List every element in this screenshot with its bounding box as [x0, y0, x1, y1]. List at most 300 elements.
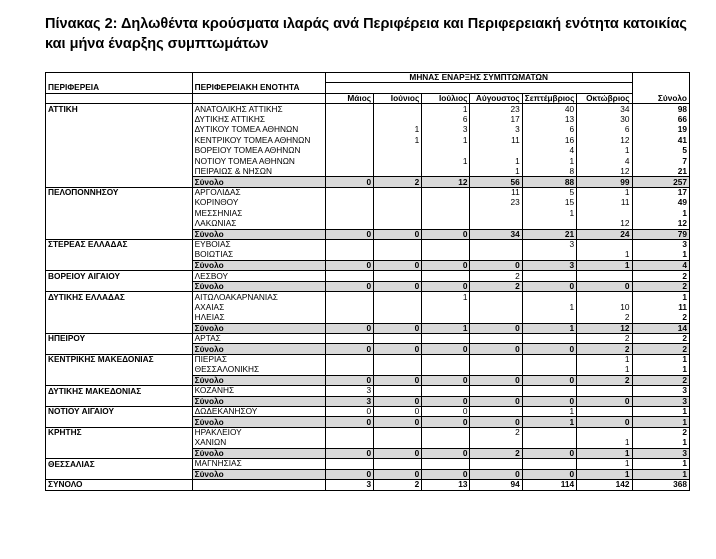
month-value-cell: 0 — [374, 281, 422, 291]
month-value-cell — [325, 365, 373, 375]
month-value-cell — [374, 427, 422, 437]
month-value-cell: 1 — [577, 260, 632, 270]
month-value-cell: 0 — [325, 417, 373, 427]
unit-cell: Σύνολο — [192, 177, 325, 187]
month-value-cell: 17 — [470, 114, 522, 124]
month-value-cell — [325, 187, 373, 197]
month-value-cell: 21 — [522, 229, 576, 239]
unit-cell: ΗΡΑΚΛΕΙΟΥ — [192, 427, 325, 437]
month-value-cell: 0 — [374, 417, 422, 427]
total-cell: 1 — [632, 417, 689, 427]
month-value-cell — [470, 302, 522, 312]
month-value-cell — [470, 219, 522, 229]
month-value-cell — [325, 146, 373, 156]
unit-cell: Σύνολο — [192, 344, 325, 354]
month-value-cell — [522, 292, 576, 302]
unit-cell: ΠΙΕΡΙΑΣ — [192, 354, 325, 364]
month-value-cell: 0 — [325, 177, 373, 187]
month-value-cell: 6 — [577, 125, 632, 135]
month-header: Ιούνιος — [374, 93, 422, 103]
month-value-cell: 1 — [522, 323, 576, 333]
total-cell: 3 — [632, 448, 689, 458]
month-value-cell: 1 — [422, 135, 470, 145]
region-cell — [46, 146, 193, 156]
month-value-cell: 2 — [374, 177, 422, 187]
month-value-cell: 13 — [522, 114, 576, 124]
month-value-cell: 3 — [522, 240, 576, 250]
month-value-cell: 0 — [522, 469, 576, 479]
month-value-cell: 0 — [577, 417, 632, 427]
month-value-cell: 1 — [422, 156, 470, 166]
unit-cell: ΑΝΑΤΟΛΙΚΗΣ ΑΤΤΙΚΗΣ — [192, 104, 325, 114]
month-value-cell: 0 — [325, 260, 373, 270]
unit-cell: Σύνολο — [192, 375, 325, 385]
month-value-cell — [470, 146, 522, 156]
month-value-cell — [374, 208, 422, 218]
month-value-cell: 0 — [522, 375, 576, 385]
month-value-cell: 1 — [577, 438, 632, 448]
month-value-cell: 0 — [422, 469, 470, 479]
region-cell — [46, 375, 193, 385]
cases-table — [45, 72, 690, 491]
unit-cell: ΒΟΡΕΙΟΥ ΤΟΜΕΑ ΑΘΗΝΩΝ — [192, 146, 325, 156]
region-cell — [46, 313, 193, 323]
total-cell: 2 — [632, 281, 689, 291]
unit-cell: Σύνολο — [192, 396, 325, 406]
month-value-cell — [422, 386, 470, 396]
month-value-cell: 4 — [522, 146, 576, 156]
month-value-cell — [522, 250, 576, 260]
month-value-cell — [422, 271, 470, 281]
month-value-cell: 2 — [577, 333, 632, 343]
unit-cell: ΔΥΤΙΚΗΣ ΑΤΤΙΚΗΣ — [192, 114, 325, 124]
month-value-cell — [374, 156, 422, 166]
month-value-cell: 1 — [374, 125, 422, 135]
month-value-cell: 2 — [470, 281, 522, 291]
month-value-cell — [325, 208, 373, 218]
month-value-cell: 3 — [325, 396, 373, 406]
month-value-cell — [325, 250, 373, 260]
month-value-cell — [522, 427, 576, 437]
month-value-cell — [522, 386, 576, 396]
month-value-cell: 2 — [577, 344, 632, 354]
month-value-cell: 12 — [577, 219, 632, 229]
month-value-cell — [325, 313, 373, 323]
subtotal-row — [46, 344, 690, 354]
month-value-cell — [522, 313, 576, 323]
total-cell: 3 — [632, 396, 689, 406]
month-value-cell — [470, 333, 522, 343]
month-value-cell — [325, 198, 373, 208]
month-value-cell — [522, 333, 576, 343]
month-value-cell — [325, 333, 373, 343]
month-value-cell: 0 — [470, 396, 522, 406]
month-value-cell: 0 — [325, 229, 373, 239]
month-value-cell — [470, 313, 522, 323]
month-value-cell — [325, 135, 373, 145]
month-value-cell: 56 — [470, 177, 522, 187]
grand-total-month: 2 — [374, 480, 422, 490]
total-cell: 1 — [632, 292, 689, 302]
month-value-cell: 0 — [374, 229, 422, 239]
total-cell: 2 — [632, 271, 689, 281]
month-value-cell — [374, 166, 422, 176]
month-value-cell: 99 — [577, 177, 632, 187]
region-cell — [46, 469, 193, 479]
month-value-cell — [470, 459, 522, 469]
subtotal-row — [46, 448, 690, 458]
month-value-cell: 16 — [522, 135, 576, 145]
region-cell — [46, 198, 193, 208]
month-value-cell: 2 — [470, 427, 522, 437]
region-header: ΠΕΡΙΦΕΡΕΙΑ — [46, 83, 193, 93]
unit-cell: ΜΕΣΣΗΝΙΑΣ — [192, 208, 325, 218]
month-value-cell: 1 — [522, 208, 576, 218]
month-header: Σεπτέμβριος — [522, 93, 576, 103]
month-value-cell — [470, 407, 522, 417]
month-value-cell: 1 — [422, 323, 470, 333]
unit-cell: Σύνολο — [192, 229, 325, 239]
subtotal-row — [46, 417, 690, 427]
table-row — [46, 156, 690, 166]
total-cell: 3 — [632, 240, 689, 250]
month-value-cell: 0 — [422, 375, 470, 385]
region-cell: ΚΡΗΤΗΣ — [46, 427, 193, 437]
total-cell: 1 — [632, 469, 689, 479]
month-value-cell: 2 — [577, 313, 632, 323]
month-value-cell — [422, 208, 470, 218]
month-header: Οκτώβριος — [577, 93, 632, 103]
month-value-cell: 12 — [577, 135, 632, 145]
total-cell: 98 — [632, 104, 689, 114]
month-value-cell: 2 — [470, 448, 522, 458]
month-header: Μάιος — [325, 93, 373, 103]
month-value-cell: 1 — [522, 417, 576, 427]
month-value-cell: 88 — [522, 177, 576, 187]
month-value-cell — [374, 219, 422, 229]
month-value-cell: 11 — [470, 187, 522, 197]
subtotal-row — [46, 375, 690, 385]
month-value-cell: 1 — [374, 135, 422, 145]
region-cell — [46, 365, 193, 375]
page-title: Πίνακας 2: Δηλωθέντα κρούσματα ιλαράς ανά Περιφέρεια και Περιφερειακή ενότητα κατοικίας και μήνα έναρξης συμπτωμάτων — [45, 16, 687, 52]
grand-total-month: 3 — [325, 480, 373, 490]
region-cell — [46, 302, 193, 312]
month-value-cell — [422, 219, 470, 229]
month-value-cell: 11 — [470, 135, 522, 145]
month-value-cell — [470, 386, 522, 396]
region-cell — [46, 135, 193, 145]
header-row-months — [46, 93, 690, 103]
month-value-cell — [577, 407, 632, 417]
table-row — [46, 313, 690, 323]
region-cell — [46, 177, 193, 187]
subtotal-row — [46, 281, 690, 291]
month-value-cell — [325, 166, 373, 176]
region-cell — [46, 448, 193, 458]
total-cell: 19 — [632, 125, 689, 135]
month-value-cell: 0 — [470, 323, 522, 333]
month-value-cell: 2 — [470, 271, 522, 281]
unit-header: ΠΕΡΙΦΕΡΕΙΑΚΗ ΕΝΟΤΗΤΑ — [192, 83, 325, 93]
month-value-cell: 1 — [577, 448, 632, 458]
month-value-cell — [374, 114, 422, 124]
month-value-cell — [325, 302, 373, 312]
region-cell: ΗΠΕΙΡΟΥ — [46, 333, 193, 343]
total-cell: 7 — [632, 156, 689, 166]
table-row — [46, 135, 690, 145]
month-value-cell — [422, 313, 470, 323]
table-row — [46, 219, 690, 229]
total-cell: 21 — [632, 166, 689, 176]
table-row — [46, 386, 690, 396]
total-cell: 2 — [632, 375, 689, 385]
unit-cell: ΚΕΝΤΡΙΚΟΥ ΤΟΜΕΑ ΑΘΗΝΩΝ — [192, 135, 325, 145]
month-value-cell: 34 — [470, 229, 522, 239]
table-row — [46, 208, 690, 218]
unit-cell: Σύνολο — [192, 281, 325, 291]
month-value-cell: 0 — [325, 448, 373, 458]
month-value-cell — [470, 365, 522, 375]
month-value-cell — [325, 354, 373, 364]
total-cell: 2 — [632, 427, 689, 437]
month-value-cell — [325, 438, 373, 448]
month-value-cell — [325, 240, 373, 250]
month-value-cell: 1 — [470, 156, 522, 166]
month-value-cell: 3 — [470, 125, 522, 135]
month-value-cell: 0 — [470, 375, 522, 385]
month-value-cell — [374, 365, 422, 375]
table-row — [46, 114, 690, 124]
month-value-cell — [577, 427, 632, 437]
month-value-cell: 0 — [325, 469, 373, 479]
unit-cell: ΒΟΙΩΤΙΑΣ — [192, 250, 325, 260]
table-row — [46, 146, 690, 156]
grand-total-month: 13 — [422, 480, 470, 490]
region-cell: ΣΤΕΡΕΑΣ ΕΛΛΑΔΑΣ — [46, 240, 193, 250]
month-value-cell — [325, 427, 373, 437]
month-value-cell — [325, 459, 373, 469]
month-value-cell — [374, 104, 422, 114]
month-value-cell: 1 — [577, 250, 632, 260]
total-cell: 1 — [632, 438, 689, 448]
month-value-cell: 1 — [577, 469, 632, 479]
month-value-cell — [577, 386, 632, 396]
month-value-cell — [422, 427, 470, 437]
month-value-cell: 4 — [577, 156, 632, 166]
table-row — [46, 187, 690, 197]
month-value-cell: 12 — [577, 323, 632, 333]
month-value-cell: 0 — [577, 396, 632, 406]
header-row-labels — [46, 83, 690, 93]
total-cell: 66 — [632, 114, 689, 124]
region-cell — [46, 229, 193, 239]
table-row — [46, 333, 690, 343]
total-cell: 79 — [632, 229, 689, 239]
subtotal-row — [46, 323, 690, 333]
month-value-cell — [374, 313, 422, 323]
region-cell — [46, 396, 193, 406]
total-header: Σύνολο — [632, 93, 689, 103]
region-cell: ΑΤΤΙΚΗ — [46, 104, 193, 114]
month-value-cell — [422, 250, 470, 260]
table-row — [46, 166, 690, 176]
month-value-cell — [470, 208, 522, 218]
table-row — [46, 240, 690, 250]
month-value-cell — [470, 250, 522, 260]
month-value-cell — [374, 302, 422, 312]
region-cell — [46, 250, 193, 260]
month-value-cell: 15 — [522, 198, 576, 208]
month-value-cell: 24 — [577, 229, 632, 239]
month-value-cell: 6 — [422, 114, 470, 124]
month-value-cell: 12 — [577, 166, 632, 176]
table-row — [46, 302, 690, 312]
total-cell: 1 — [632, 459, 689, 469]
total-cell: 11 — [632, 302, 689, 312]
region-cell — [46, 166, 193, 176]
month-value-cell — [577, 271, 632, 281]
month-value-cell: 23 — [470, 104, 522, 114]
table-row — [46, 354, 690, 364]
month-value-cell: 0 — [325, 323, 373, 333]
unit-cell: Σύνολο — [192, 260, 325, 270]
month-value-cell: 0 — [522, 281, 576, 291]
total-cell: 41 — [632, 135, 689, 145]
total-cell: 12 — [632, 219, 689, 229]
month-value-cell: 1 — [577, 354, 632, 364]
month-value-cell: 1 — [577, 365, 632, 375]
table-row — [46, 427, 690, 437]
month-value-cell — [422, 240, 470, 250]
month-value-cell — [577, 240, 632, 250]
table-row — [46, 438, 690, 448]
month-value-cell — [325, 292, 373, 302]
region-cell — [46, 219, 193, 229]
table-row — [46, 459, 690, 469]
table-row — [46, 365, 690, 375]
region-cell — [46, 323, 193, 333]
region-cell: ΚΕΝΤΡΙΚΗΣ ΜΑΚΕΔΟΝΙΑΣ — [46, 354, 193, 364]
month-value-cell: 0 — [422, 396, 470, 406]
month-value-cell: 3 — [325, 386, 373, 396]
month-value-cell — [577, 292, 632, 302]
month-value-cell — [374, 250, 422, 260]
month-value-cell — [374, 240, 422, 250]
month-value-cell — [422, 166, 470, 176]
month-value-cell: 0 — [422, 260, 470, 270]
month-value-cell: 0 — [422, 448, 470, 458]
region-cell: ΔΥΤΙΚΗΣ ΕΛΛΑΔΑΣ — [46, 292, 193, 302]
region-cell — [46, 417, 193, 427]
month-value-cell: 23 — [470, 198, 522, 208]
month-value-cell: 40 — [522, 104, 576, 114]
month-value-cell: 0 — [374, 469, 422, 479]
total-cell: 5 — [632, 146, 689, 156]
month-value-cell: 5 — [522, 187, 576, 197]
total-cell: 2 — [632, 313, 689, 323]
month-value-cell — [522, 219, 576, 229]
month-value-cell — [522, 365, 576, 375]
unit-cell: Σύνολο — [192, 323, 325, 333]
subtotal-row — [46, 260, 690, 270]
month-value-cell: 3 — [422, 125, 470, 135]
unit-cell: Σύνολο — [192, 417, 325, 427]
header-row-group — [46, 73, 690, 83]
month-value-cell — [325, 114, 373, 124]
month-value-cell: 0 — [374, 323, 422, 333]
month-value-cell — [325, 125, 373, 135]
month-value-cell — [470, 240, 522, 250]
month-value-cell — [422, 302, 470, 312]
month-header: Αύγουστος — [470, 93, 522, 103]
grand-total-value: 368 — [632, 480, 689, 490]
total-cell: 1 — [632, 407, 689, 417]
unit-cell: ΛΑΚΩΝΙΑΣ — [192, 219, 325, 229]
month-value-cell: 1 — [522, 302, 576, 312]
month-value-cell: 0 — [470, 344, 522, 354]
region-cell — [46, 438, 193, 448]
month-value-cell: 0 — [470, 417, 522, 427]
month-value-cell: 0 — [374, 344, 422, 354]
month-group-header: ΜΗΝΑΣ ΕΝΑΡΞΗΣ ΣΥΜΠΤΩΜΑΤΩΝ — [325, 73, 632, 83]
month-value-cell: 8 — [522, 166, 576, 176]
unit-cell: Σύνολο — [192, 448, 325, 458]
total-cell: 4 — [632, 260, 689, 270]
month-value-cell — [522, 438, 576, 448]
month-value-cell — [374, 333, 422, 343]
month-value-cell: 0 — [422, 417, 470, 427]
month-value-cell — [422, 187, 470, 197]
month-value-cell — [470, 354, 522, 364]
month-value-cell: 30 — [577, 114, 632, 124]
month-value-cell — [374, 271, 422, 281]
month-value-cell — [522, 459, 576, 469]
grand-total-month: 114 — [522, 480, 576, 490]
unit-cell: ΑΧΑΙΑΣ — [192, 302, 325, 312]
region-cell — [46, 156, 193, 166]
table-row — [46, 292, 690, 302]
total-cell: 17 — [632, 187, 689, 197]
unit-cell: ΑΡΓΟΛΙΔΑΣ — [192, 187, 325, 197]
month-value-cell — [325, 271, 373, 281]
month-value-cell — [325, 156, 373, 166]
month-value-cell — [522, 354, 576, 364]
month-value-cell: 0 — [470, 260, 522, 270]
unit-cell: ΧΑΝΙΩΝ — [192, 438, 325, 448]
unit-cell: ΑΙΤΩΛΟΑΚΑΡΝΑΝΙΑΣ — [192, 292, 325, 302]
table-row — [46, 104, 690, 114]
unit-cell: ΗΛΕΙΑΣ — [192, 313, 325, 323]
grand-total-label: ΣΥΝΟΛΟ — [46, 480, 193, 490]
unit-cell: ΚΟΡΙΝΘΟΥ — [192, 198, 325, 208]
month-value-cell — [422, 198, 470, 208]
total-cell: 1 — [632, 354, 689, 364]
month-value-cell: 0 — [522, 344, 576, 354]
month-value-cell: 0 — [374, 407, 422, 417]
grand-total-row — [46, 480, 690, 490]
table-row — [46, 125, 690, 135]
total-cell: 14 — [632, 323, 689, 333]
month-value-cell — [374, 354, 422, 364]
subtotal-row — [46, 229, 690, 239]
region-cell — [46, 260, 193, 270]
month-value-cell: 1 — [470, 166, 522, 176]
month-value-cell: 2 — [577, 375, 632, 385]
unit-cell: ΑΡΤΑΣ — [192, 333, 325, 343]
region-cell — [46, 344, 193, 354]
month-value-cell — [374, 438, 422, 448]
